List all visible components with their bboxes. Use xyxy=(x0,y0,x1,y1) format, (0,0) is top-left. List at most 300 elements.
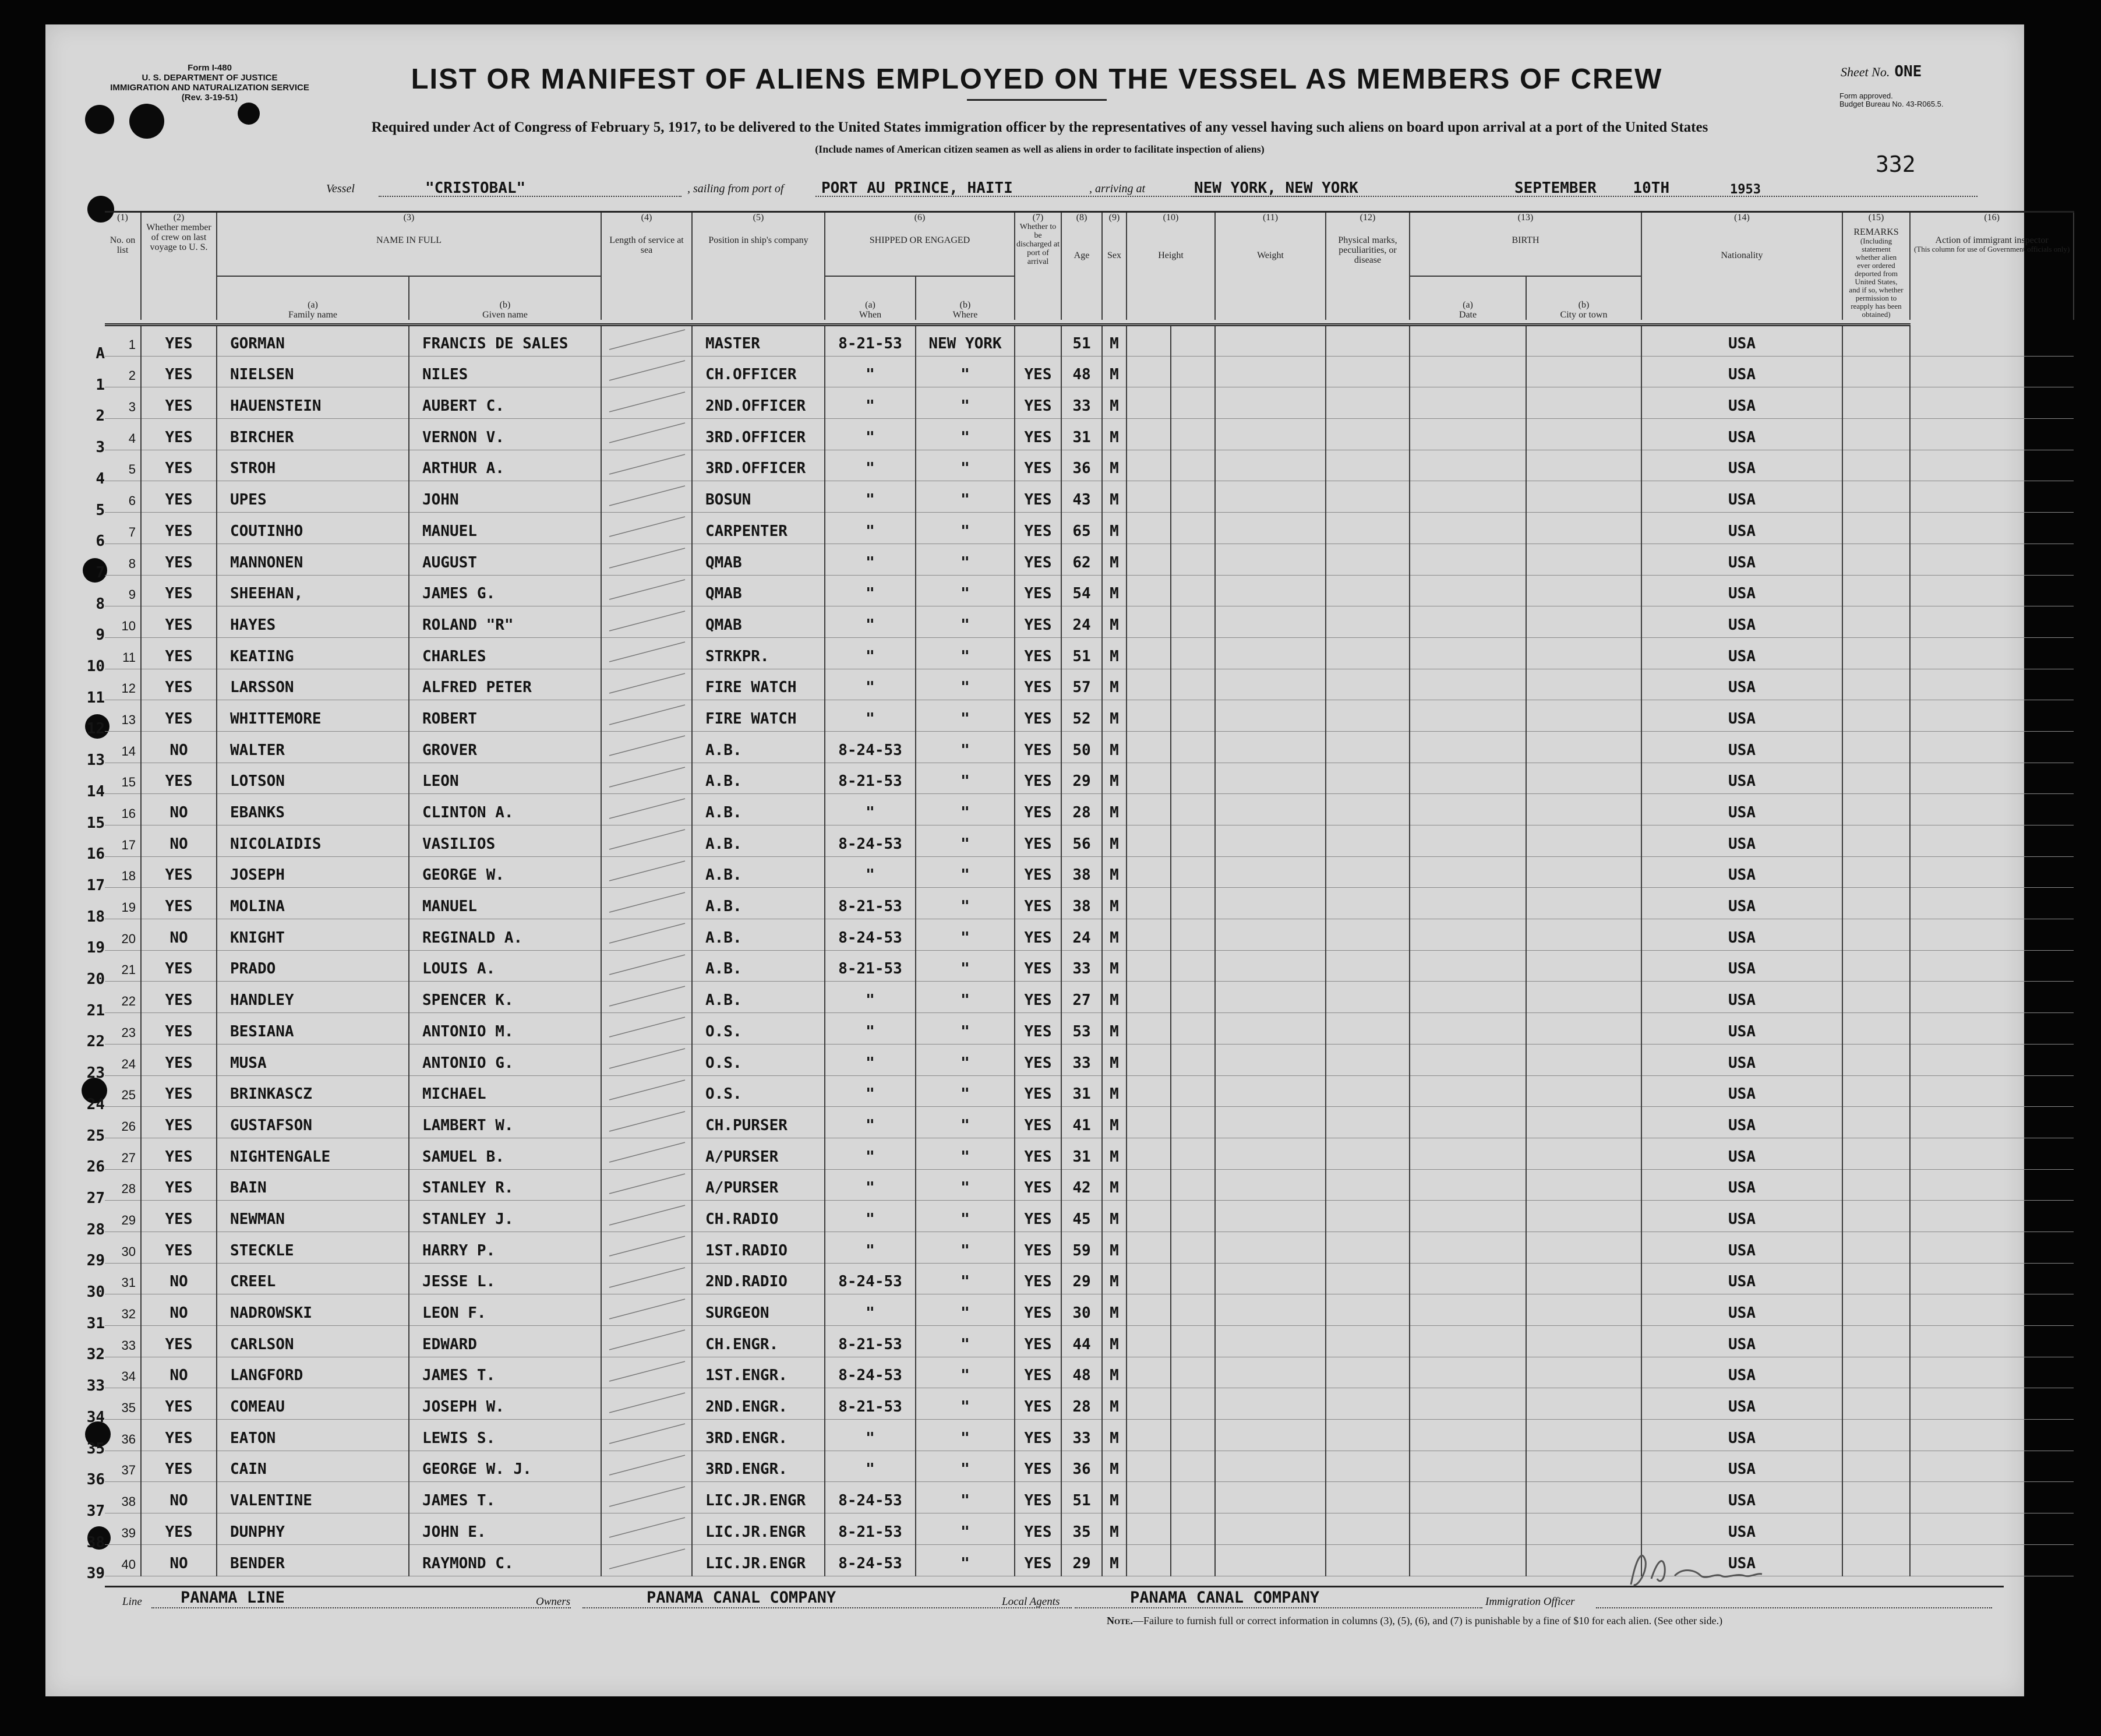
weight xyxy=(1215,856,1326,888)
col-header-5 xyxy=(692,212,825,320)
crew-row xyxy=(105,1075,2074,1107)
shipped-when: " xyxy=(825,637,916,669)
shipped-when: 8-21-53 xyxy=(825,1388,916,1420)
list-number: 33 xyxy=(105,1326,141,1357)
nationality: USA xyxy=(1641,700,1842,732)
physical-marks xyxy=(1326,1201,1410,1232)
list-number: 7 xyxy=(105,513,141,544)
inspector-action xyxy=(1910,825,2074,857)
last-voyage: NO xyxy=(141,731,217,763)
given-name: JAMES T. xyxy=(409,1482,601,1513)
header-rule xyxy=(105,320,1910,325)
height xyxy=(1127,1075,1171,1107)
birth-city xyxy=(1526,700,1641,732)
shipped-where: " xyxy=(916,856,1015,888)
list-number: 14 xyxy=(105,731,141,763)
officer-line xyxy=(1596,1607,1992,1608)
nationality: USA xyxy=(1641,1544,1842,1576)
weight xyxy=(1215,1263,1326,1294)
list-number: 20 xyxy=(105,919,141,951)
inspector-action xyxy=(1910,637,2074,669)
shipped-where: " xyxy=(916,1013,1015,1045)
given-name: FRANCIS DE SALES xyxy=(409,325,601,357)
birth-city xyxy=(1526,1388,1641,1420)
service-length xyxy=(601,825,692,857)
physical-marks xyxy=(1326,731,1410,763)
inspector-action xyxy=(1910,1513,2074,1545)
crew-row xyxy=(105,1294,2074,1326)
birth-city xyxy=(1526,825,1641,857)
line-line xyxy=(151,1607,571,1608)
inspector-action xyxy=(1910,1201,2074,1232)
physical-marks xyxy=(1326,950,1410,982)
crew-row xyxy=(105,1232,2074,1263)
height-sub xyxy=(1171,794,1215,825)
family-name: VALENTINE xyxy=(217,1482,409,1513)
inspector-action xyxy=(1910,1044,2074,1075)
weight xyxy=(1215,1482,1326,1513)
weight xyxy=(1215,825,1326,857)
birth-city xyxy=(1526,1107,1641,1138)
height xyxy=(1127,982,1171,1013)
given-name: EDWARD xyxy=(409,1326,601,1357)
shipped-when: 8-24-53 xyxy=(825,825,916,857)
position: 3RD.OFFICER xyxy=(692,450,825,481)
list-number: 11 xyxy=(105,637,141,669)
crew-row xyxy=(105,1544,2074,1576)
remarks xyxy=(1842,1513,1910,1545)
service-length xyxy=(601,1388,692,1420)
weight xyxy=(1215,606,1326,638)
remarks xyxy=(1842,325,1910,357)
weight xyxy=(1215,1451,1326,1482)
service-length xyxy=(601,1357,692,1388)
sex: M xyxy=(1102,325,1127,357)
height-sub xyxy=(1171,419,1215,450)
inspector-action xyxy=(1910,731,2074,763)
shipped-when: " xyxy=(825,1169,916,1201)
physical-marks xyxy=(1326,763,1410,794)
agents-line xyxy=(1075,1607,1482,1608)
birth-city xyxy=(1526,1232,1641,1263)
position: CH.OFFICER xyxy=(692,356,825,387)
nationality: USA xyxy=(1641,919,1842,951)
margin-line-number: 8 xyxy=(96,595,105,613)
position: QMAB xyxy=(692,575,825,606)
age: 33 xyxy=(1061,1044,1102,1075)
physical-marks xyxy=(1326,856,1410,888)
sex: M xyxy=(1102,450,1127,481)
position: SURGEON xyxy=(692,1294,825,1326)
birth-date xyxy=(1410,888,1526,919)
family-name: GORMAN xyxy=(217,325,409,357)
height-sub xyxy=(1171,1138,1215,1169)
given-name: SPENCER K. xyxy=(409,982,601,1013)
margin-line-number: 38 xyxy=(86,1533,105,1551)
birth-date xyxy=(1410,731,1526,763)
page-title: LIST OR MANIFEST OF ALIENS EMPLOYED ON THE VESSEL AS MEMBERS OF CREW xyxy=(411,63,1663,95)
sex: M xyxy=(1102,575,1127,606)
weight xyxy=(1215,1201,1326,1232)
last-voyage: YES xyxy=(141,356,217,387)
inspector-action xyxy=(1910,606,2074,638)
shipped-when: " xyxy=(825,356,916,387)
shipped-where: " xyxy=(916,825,1015,857)
discharged: YES xyxy=(1015,1388,1061,1420)
height xyxy=(1127,450,1171,481)
position: A.B. xyxy=(692,731,825,763)
nationality: USA xyxy=(1641,1169,1842,1201)
last-voyage: NO xyxy=(141,1482,217,1513)
arriving-label: , arriving at xyxy=(1089,182,1146,195)
height xyxy=(1127,325,1171,357)
weight xyxy=(1215,356,1326,387)
physical-marks xyxy=(1326,1232,1410,1263)
punch-hole xyxy=(85,105,114,134)
height xyxy=(1127,1451,1171,1482)
discharged: YES xyxy=(1015,481,1061,513)
shipped-where: " xyxy=(916,387,1015,419)
list-number: 27 xyxy=(105,1138,141,1169)
margin-line-number: 22 xyxy=(86,1033,105,1051)
sex: M xyxy=(1102,731,1127,763)
last-voyage: YES xyxy=(141,325,217,357)
sex: M xyxy=(1102,856,1127,888)
service: IMMIGRATION AND NATURALIZATION SERVICE xyxy=(110,83,309,93)
given-name: ANTONIO G. xyxy=(409,1044,601,1075)
birth-city xyxy=(1526,637,1641,669)
service-length xyxy=(601,982,692,1013)
shipped-when: " xyxy=(825,1075,916,1107)
discharged: YES xyxy=(1015,1138,1061,1169)
nationality: USA xyxy=(1641,888,1842,919)
physical-marks xyxy=(1326,1544,1410,1576)
position: FIRE WATCH xyxy=(692,669,825,700)
nationality: USA xyxy=(1641,1388,1842,1420)
shipped-where: " xyxy=(916,1420,1015,1451)
sex: M xyxy=(1102,1201,1127,1232)
nationality: USA xyxy=(1641,450,1842,481)
height-sub xyxy=(1171,1232,1215,1263)
note-prefix: Note. xyxy=(1107,1615,1133,1626)
col-header-9 xyxy=(1102,212,1127,320)
height xyxy=(1127,1263,1171,1294)
age: 36 xyxy=(1061,450,1102,481)
margin-line-number: 30 xyxy=(86,1283,105,1301)
physical-marks xyxy=(1326,1044,1410,1075)
position: 3RD.ENGR. xyxy=(692,1420,825,1451)
service-length xyxy=(601,888,692,919)
age: 33 xyxy=(1061,950,1102,982)
crew-row xyxy=(105,669,2074,700)
sex: M xyxy=(1102,825,1127,857)
sex: M xyxy=(1102,1107,1127,1138)
shipped-where: " xyxy=(916,356,1015,387)
height-sub xyxy=(1171,950,1215,982)
position: 1ST.RADIO xyxy=(692,1232,825,1263)
given-name: ROBERT xyxy=(409,700,601,732)
shipped-where: " xyxy=(916,669,1015,700)
service-length xyxy=(601,481,692,513)
physical-marks xyxy=(1326,1513,1410,1545)
inspector-action xyxy=(1910,1169,2074,1201)
list-number: 29 xyxy=(105,1201,141,1232)
sex: M xyxy=(1102,356,1127,387)
sex: M xyxy=(1102,1482,1127,1513)
shipped-when: " xyxy=(825,1294,916,1326)
birth-date xyxy=(1410,1357,1526,1388)
birth-date xyxy=(1410,1420,1526,1451)
given-name: JAMES T. xyxy=(409,1357,601,1388)
family-name: MOLINA xyxy=(217,888,409,919)
height-sub xyxy=(1171,1044,1215,1075)
physical-marks xyxy=(1326,356,1410,387)
position: A.B. xyxy=(692,825,825,857)
inspector-action xyxy=(1910,888,2074,919)
nationality: USA xyxy=(1641,544,1842,575)
crew-row xyxy=(105,356,2074,387)
weight xyxy=(1215,1357,1326,1388)
birth-date xyxy=(1410,1263,1526,1294)
physical-marks xyxy=(1326,919,1410,951)
discharged: YES xyxy=(1015,356,1061,387)
birth-city xyxy=(1526,325,1641,357)
birth-date xyxy=(1410,1044,1526,1075)
height-sub xyxy=(1171,1326,1215,1357)
crew-row xyxy=(105,575,2074,606)
shipped-where: " xyxy=(916,1451,1015,1482)
remarks xyxy=(1842,481,1910,513)
shipped-where: " xyxy=(916,1513,1015,1545)
shipped-when: 8-21-53 xyxy=(825,763,916,794)
nationality: USA xyxy=(1641,1201,1842,1232)
shipped-where: " xyxy=(916,1107,1015,1138)
last-voyage: YES xyxy=(141,1107,217,1138)
remarks xyxy=(1842,387,1910,419)
weight xyxy=(1215,669,1326,700)
given-name: LEON F. xyxy=(409,1294,601,1326)
height xyxy=(1127,1326,1171,1357)
height-sub xyxy=(1171,731,1215,763)
family-name: LOTSON xyxy=(217,763,409,794)
birth-date xyxy=(1410,544,1526,575)
last-voyage: YES xyxy=(141,1326,217,1357)
family-name: SHEEHAN, xyxy=(217,575,409,606)
remarks xyxy=(1842,1138,1910,1169)
service-length xyxy=(601,1544,692,1576)
age: 51 xyxy=(1061,1482,1102,1513)
margin-line-number: 1 xyxy=(96,376,105,394)
birth-city xyxy=(1526,1326,1641,1357)
sex: M xyxy=(1102,1013,1127,1045)
height xyxy=(1127,1357,1171,1388)
service-length xyxy=(601,1451,692,1482)
physical-marks xyxy=(1326,794,1410,825)
col-header-10 xyxy=(1127,212,1215,320)
list-number: 23 xyxy=(105,1013,141,1045)
nationality: USA xyxy=(1641,731,1842,763)
birth-date xyxy=(1410,1326,1526,1357)
margin-line-number: 3 xyxy=(96,439,105,457)
physical-marks xyxy=(1326,1482,1410,1513)
col-header-16 xyxy=(1910,212,2074,320)
last-voyage: NO xyxy=(141,919,217,951)
last-voyage: YES xyxy=(141,1451,217,1482)
age: 48 xyxy=(1061,1357,1102,1388)
service-length xyxy=(601,700,692,732)
last-voyage: YES xyxy=(141,700,217,732)
margin-line-number: 21 xyxy=(86,1001,105,1019)
crew-row xyxy=(105,513,2074,544)
col-header-6 xyxy=(825,212,1015,277)
birth-date xyxy=(1410,1451,1526,1482)
birth-city xyxy=(1526,1451,1641,1482)
age: 42 xyxy=(1061,1169,1102,1201)
birth-date xyxy=(1410,575,1526,606)
shipped-when: 8-24-53 xyxy=(825,731,916,763)
sex: M xyxy=(1102,950,1127,982)
height-sub xyxy=(1171,1451,1215,1482)
family-name: MANNONEN xyxy=(217,544,409,575)
shipped-where: " xyxy=(916,544,1015,575)
margin-line-number: 28 xyxy=(86,1220,105,1239)
discharged: YES xyxy=(1015,982,1061,1013)
birth-city xyxy=(1526,387,1641,419)
height-sub xyxy=(1171,1420,1215,1451)
birth-date xyxy=(1410,700,1526,732)
weight xyxy=(1215,1513,1326,1545)
birth-date xyxy=(1410,356,1526,387)
col-header-15 xyxy=(1842,212,1910,320)
service-length xyxy=(601,1263,692,1294)
height xyxy=(1127,419,1171,450)
col-number: (1) xyxy=(117,213,128,223)
birth-date xyxy=(1410,1013,1526,1045)
position: A.B. xyxy=(692,982,825,1013)
inspector-action xyxy=(1910,1263,2074,1294)
col-header-14 xyxy=(1641,212,1842,320)
inspector-action xyxy=(1910,794,2074,825)
birth-date xyxy=(1410,1138,1526,1169)
col-number: (16) xyxy=(1984,213,2000,223)
position: CH.RADIO xyxy=(692,1201,825,1232)
remarks xyxy=(1842,763,1910,794)
discharged: YES xyxy=(1015,1420,1061,1451)
margin-line-number: 12 xyxy=(86,720,105,738)
birth-date xyxy=(1410,1232,1526,1263)
service-length xyxy=(601,1107,692,1138)
shipped-when: 8-21-53 xyxy=(825,1326,916,1357)
weight xyxy=(1215,1388,1326,1420)
col-number: (13) xyxy=(1517,213,1534,223)
title-underline-icon xyxy=(967,99,1107,103)
discharged: YES xyxy=(1015,637,1061,669)
shipped-where: " xyxy=(916,419,1015,450)
inspector-action xyxy=(1910,356,2074,387)
last-voyage: YES xyxy=(141,637,217,669)
family-name: CREEL xyxy=(217,1263,409,1294)
shipped-when: 8-24-53 xyxy=(825,1357,916,1388)
remarks xyxy=(1842,1107,1910,1138)
given-name: LAMBERT W. xyxy=(409,1107,601,1138)
list-number: 6 xyxy=(105,481,141,513)
birth-date xyxy=(1410,1544,1526,1576)
list-number: 10 xyxy=(105,606,141,638)
position: O.S. xyxy=(692,1075,825,1107)
inspector-action xyxy=(1910,513,2074,544)
given-name: LEWIS S. xyxy=(409,1420,601,1451)
last-voyage: YES xyxy=(141,1420,217,1451)
birth-city xyxy=(1526,919,1641,951)
remarks xyxy=(1842,450,1910,481)
service-length xyxy=(601,731,692,763)
last-voyage: YES xyxy=(141,1388,217,1420)
remarks xyxy=(1842,1544,1910,1576)
crew-row xyxy=(105,794,2074,825)
shipped-when: 8-21-53 xyxy=(825,325,916,357)
height-sub xyxy=(1171,982,1215,1013)
physical-marks xyxy=(1326,700,1410,732)
age: 44 xyxy=(1061,1326,1102,1357)
crew-row xyxy=(105,1013,2074,1045)
age: 51 xyxy=(1061,325,1102,357)
weight xyxy=(1215,1294,1326,1326)
weight xyxy=(1215,387,1326,419)
discharged: YES xyxy=(1015,1263,1061,1294)
shipped-when: 8-24-53 xyxy=(825,1482,916,1513)
remarks xyxy=(1842,700,1910,732)
age: 28 xyxy=(1061,794,1102,825)
crew-row xyxy=(105,856,2074,888)
vessel-label: Vessel xyxy=(326,182,355,195)
crew-row xyxy=(105,950,2074,982)
last-voyage: YES xyxy=(141,1044,217,1075)
weight xyxy=(1215,794,1326,825)
family-name: GUSTAFSON xyxy=(217,1107,409,1138)
given-name: STANLEY J. xyxy=(409,1201,601,1232)
age: 48 xyxy=(1061,356,1102,387)
form-number: Form I-480 xyxy=(188,63,232,73)
family-name: BRINKASCZ xyxy=(217,1075,409,1107)
age: 56 xyxy=(1061,825,1102,857)
crew-row xyxy=(105,825,2074,857)
last-voyage: NO xyxy=(141,1544,217,1576)
list-number: 39 xyxy=(105,1513,141,1545)
position: O.S. xyxy=(692,1044,825,1075)
height-sub xyxy=(1171,356,1215,387)
age: 35 xyxy=(1061,1513,1102,1545)
list-number: 8 xyxy=(105,544,141,575)
nationality: USA xyxy=(1641,1451,1842,1482)
nationality: USA xyxy=(1641,1294,1842,1326)
birth-city xyxy=(1526,1482,1641,1513)
sex: M xyxy=(1102,1420,1127,1451)
margin-line-number: 11 xyxy=(86,689,105,707)
height xyxy=(1127,575,1171,606)
crew-row xyxy=(105,481,2074,513)
age: 33 xyxy=(1061,387,1102,419)
birth-city xyxy=(1526,513,1641,544)
position: 3RD.OFFICER xyxy=(692,419,825,450)
discharged: YES xyxy=(1015,763,1061,794)
discharged: YES xyxy=(1015,513,1061,544)
height xyxy=(1127,1294,1171,1326)
margin-line-number: 23 xyxy=(86,1064,105,1082)
given-name: JOSEPH W. xyxy=(409,1388,601,1420)
list-number: 18 xyxy=(105,856,141,888)
age: 24 xyxy=(1061,919,1102,951)
last-voyage: YES xyxy=(141,1169,217,1201)
